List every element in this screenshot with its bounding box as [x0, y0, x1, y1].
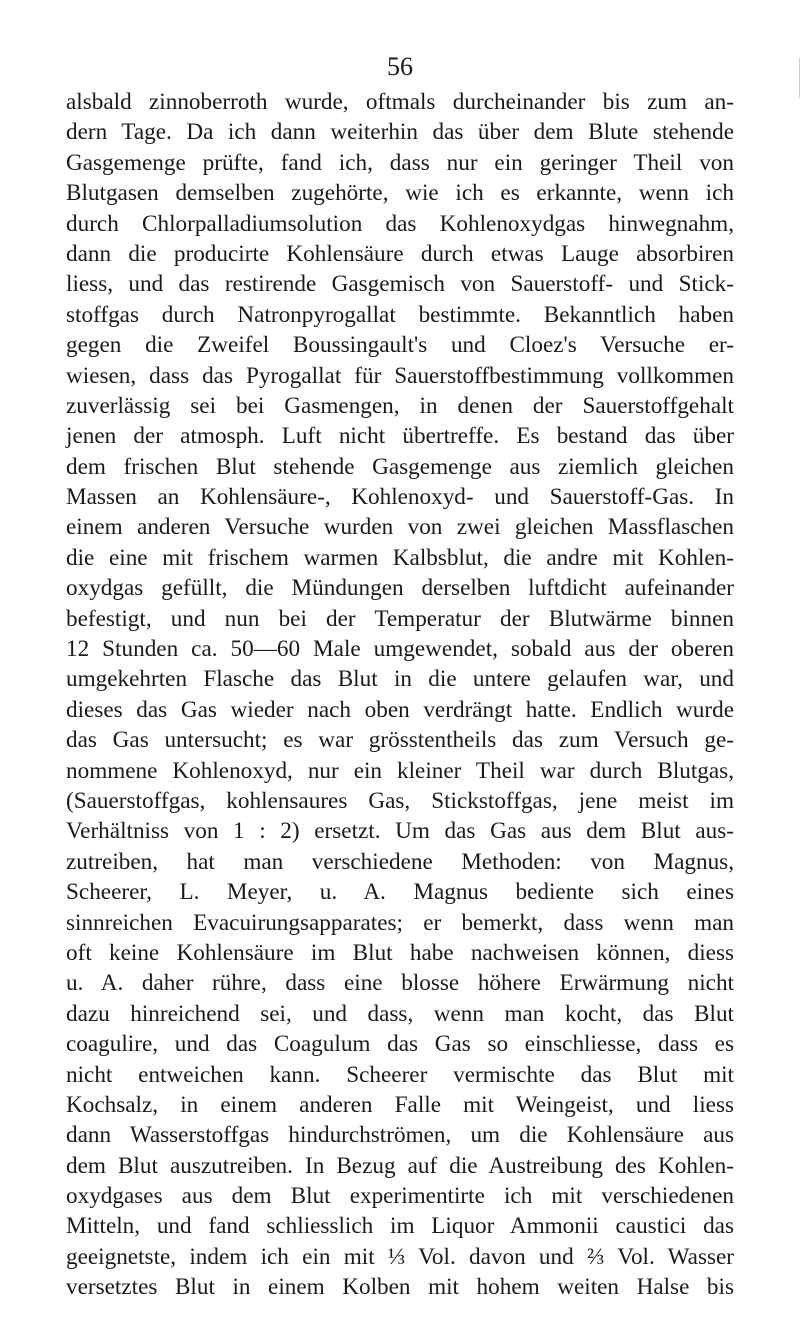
text-line: (Sauerstoffgas, kohlensaures Gas, Stickstoffgas, jene meist im [66, 787, 734, 814]
text-line: dieses das Gas wieder nach oben verdrängt hatte. Endlich wurde [66, 696, 734, 723]
text-line: dern Tage. Da ich dann weiterhin das über dem Blute stehende [66, 119, 734, 146]
text-line: 12 Stunden ca. 50—60 Male umgewendet, sobald aus der oberen [66, 636, 734, 663]
text-line: alsbald zinnoberroth wurde, oftmals durcheinander bis zum an- [66, 89, 734, 115]
text-line: oxydgas gefüllt, die Mündungen derselben luftdicht aufeinander [66, 575, 734, 602]
text-line: durch Chlorpalladiumsolution das Kohlenoxydgas hinwegnahm, [66, 210, 734, 237]
text-line: jenen der atmosph. Luft nicht übertreffe. Es bestand das über [66, 423, 734, 450]
text-line: Verhältniss von 1 : 2) ersetzt. Um das Gas aus dem Blut aus- [66, 818, 734, 845]
text-line: oft keine Kohlensäure im Blut habe nachweisen können, diess [66, 939, 734, 966]
text-line: Massen an Kohlensäure-, Kohlenoxyd- und Sauerstoff-Gas. In [66, 484, 734, 511]
text-line: u. A. daher rühre, dass eine blosse höhere Erwärmung nicht [66, 970, 734, 997]
text-line: dem Blut auszutreiben. In Bezug auf die Austreibung des Kohlen- [66, 1152, 734, 1179]
text-line: befestigt, und nun bei der Temperatur der Blutwärme binnen [66, 605, 734, 632]
text-line: dann Wasserstoffgas hindurchströmen, um die Kohlensäure aus [66, 1122, 734, 1149]
text-line: Blutgasen demselben zugehörte, wie ich es erkannte, wenn ich [66, 180, 734, 207]
body-text [66, 87, 734, 1303]
page-number: 56 [387, 52, 413, 81]
text-line: coagulire, und das Coagulum das Gas so einschliesse, dass es [66, 1031, 734, 1058]
text-line: dem frischen Blut stehende Gasgemenge aus ziemlich gleichen [66, 453, 734, 480]
page-edge-mark [793, 58, 800, 98]
text-line: zuverlässig sei bei Gasmengen, in denen der Sauerstoffgehalt [66, 392, 734, 419]
text-line: nommene Kohlenoxyd, nur ein kleiner Theil war durch Blutgas, [66, 757, 734, 784]
text-line: wiesen, dass das Pyrogallat für Sauerstoffbestimmung vollkommen [66, 362, 734, 389]
text-line: Mitteln, und fand schliesslich im Liquor Ammonii caustici das [66, 1213, 734, 1240]
text-line: zutreiben, hat man verschiedene Methoden: von Magnus, [66, 848, 734, 875]
text-line: Kochsalz, in einem anderen Falle mit Weingeist, und liess [66, 1091, 734, 1118]
text-line: stoffgas durch Natronpyrogallat bestimmte. Bekanntlich haben [66, 301, 734, 328]
text-line: gegen die Zweifel Boussingault's und Cloez's Versuche er- [66, 332, 734, 359]
text-line: geeignetste, indem ich ein mit ⅓ Vol. davon und ⅔ Vol. Wasser [66, 1243, 734, 1270]
text-line: das Gas untersucht; es war grösstentheils das zum Versuch ge- [66, 727, 734, 754]
text-line: die eine mit frischem warmen Kalbsblut, die andre mit Kohlen- [66, 544, 734, 571]
text-line: Gasgemenge prüfte, fand ich, dass nur ein geringer Theil von [66, 149, 734, 176]
text-line: oxydgases aus dem Blut experimentirte ich mit verschiedenen [66, 1183, 734, 1210]
text-line: versetztes Blut in einem Kolben mit hohem weiten Halse bis [66, 1274, 734, 1301]
text-line: dann die producirte Kohlensäure durch etwas Lauge absorbiren [66, 240, 734, 267]
text-line: Scheerer, L. Meyer, u. A. Magnus bediente sich eines [66, 879, 734, 906]
text-line: dazu hinreichend sei, und dass, wenn man kocht, das Blut [66, 1000, 734, 1027]
text-line: nicht entweichen kann. Scheerer vermischte das Blut mit [66, 1061, 734, 1088]
text-line: einem anderen Versuche wurden von zwei gleichen Massflaschen [66, 514, 734, 541]
text-line: umgekehrten Flasche das Blut in die untere gelaufen war, und [66, 666, 734, 693]
text-line: liess, und das restirende Gasgemisch von Sauerstoff- und Stick- [66, 271, 734, 298]
text-line: sinnreichen Evacuirungsapparates; er bemerkt, dass wenn man [66, 909, 734, 936]
